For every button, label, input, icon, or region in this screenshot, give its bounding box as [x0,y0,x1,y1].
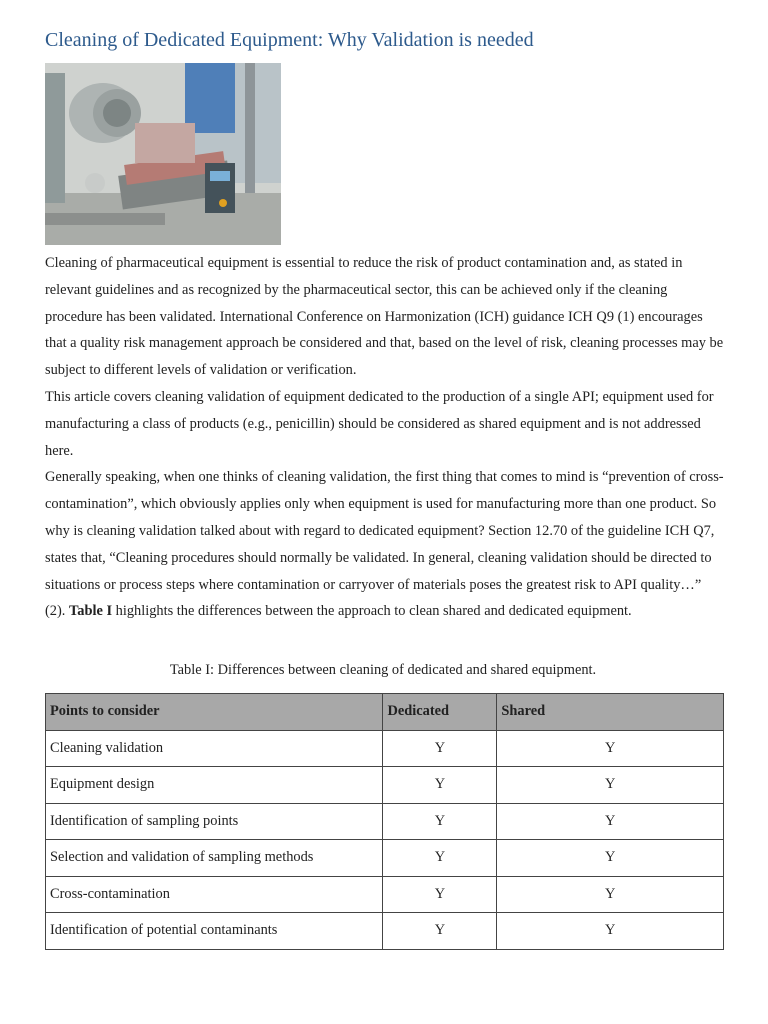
table-row [46,767,724,804]
table-caption: Table I: Differences between cleaning of dedicated and shared equipment. [169,662,597,678]
table-row [46,840,724,877]
table-cell: Cross-contamination [46,876,383,913]
table-cell: Identification of sampling points [46,803,383,840]
header-shared: Shared [497,694,724,731]
table-row [46,913,724,950]
table-cell: Identification of potential contaminants [46,913,383,950]
table-row [46,803,724,840]
table-reference: Table I [68,603,113,620]
table-header-row [46,694,724,731]
article-body [45,250,725,625]
table-cell: Y [497,840,724,877]
article-paragraph: Cleaning of pharmaceutical equipment is essential to reduce the risk of product contamination and, as stated in relevant guidelines and as recognized by the pharmaceutical sector, this can be achieved only if the cleaning procedure has been validated. International Conference on Harmonization (ICH) guidance ICH Q9 (1) encourages that a quality risk management approach be considered and that, based on the level of risk, cleaning processes may be subject to different levels of validation or verification. [45,255,724,379]
table-cell: Y [383,803,497,840]
header-points: Points to consider [46,694,383,731]
table-cell: Y [383,767,497,804]
table-cell: Equipment design [46,767,383,804]
table-cell: Y [497,913,724,950]
table-cell: Selection and validation of sampling methods [46,840,383,877]
table-cell: Cleaning validation [46,730,383,767]
comparison-table [45,693,724,950]
header-dedicated: Dedicated [383,694,497,731]
table-row [46,730,724,767]
table-cell: Y [497,730,724,767]
article-paragraph: This article covers cleaning validation of equipment dedicated to the production of a single API; equipment used for manufacturing a class of products (e.g., penicillin) should be considered as shared equipment and is not addressed here. [45,388,714,459]
equipment-photo [45,63,281,245]
table-cell: Y [497,767,724,804]
article-paragraph: Generally speaking, when one thinks of cleaning validation, the first thing that comes to mind is “prevention of cross-contamination”, which obviously applies only when equipment is used for manufacturing more than one product. So why is cleaning validation talked about with regard to dedicated equipment? Section 12.70 of the guideline ICH Q7, states that, “Cleaning procedures should normally be validated. In general, cleaning validation should be directed to situations or process steps where contamination or carryover of materials poses the greatest risk to API quality…” (2). Table I highlights the differences between the approach to clean shared and dedicated equipment. [45,469,724,620]
table-cell: Y [383,876,497,913]
table-cell: Y [497,876,724,913]
page-title: Cleaning of Dedicated Equipment: Why Validation is needed [45,29,534,51]
table-cell: Y [383,840,497,877]
table-row [46,876,724,913]
table-cell: Y [383,913,497,950]
table-cell: Y [497,803,724,840]
table-cell: Y [383,730,497,767]
